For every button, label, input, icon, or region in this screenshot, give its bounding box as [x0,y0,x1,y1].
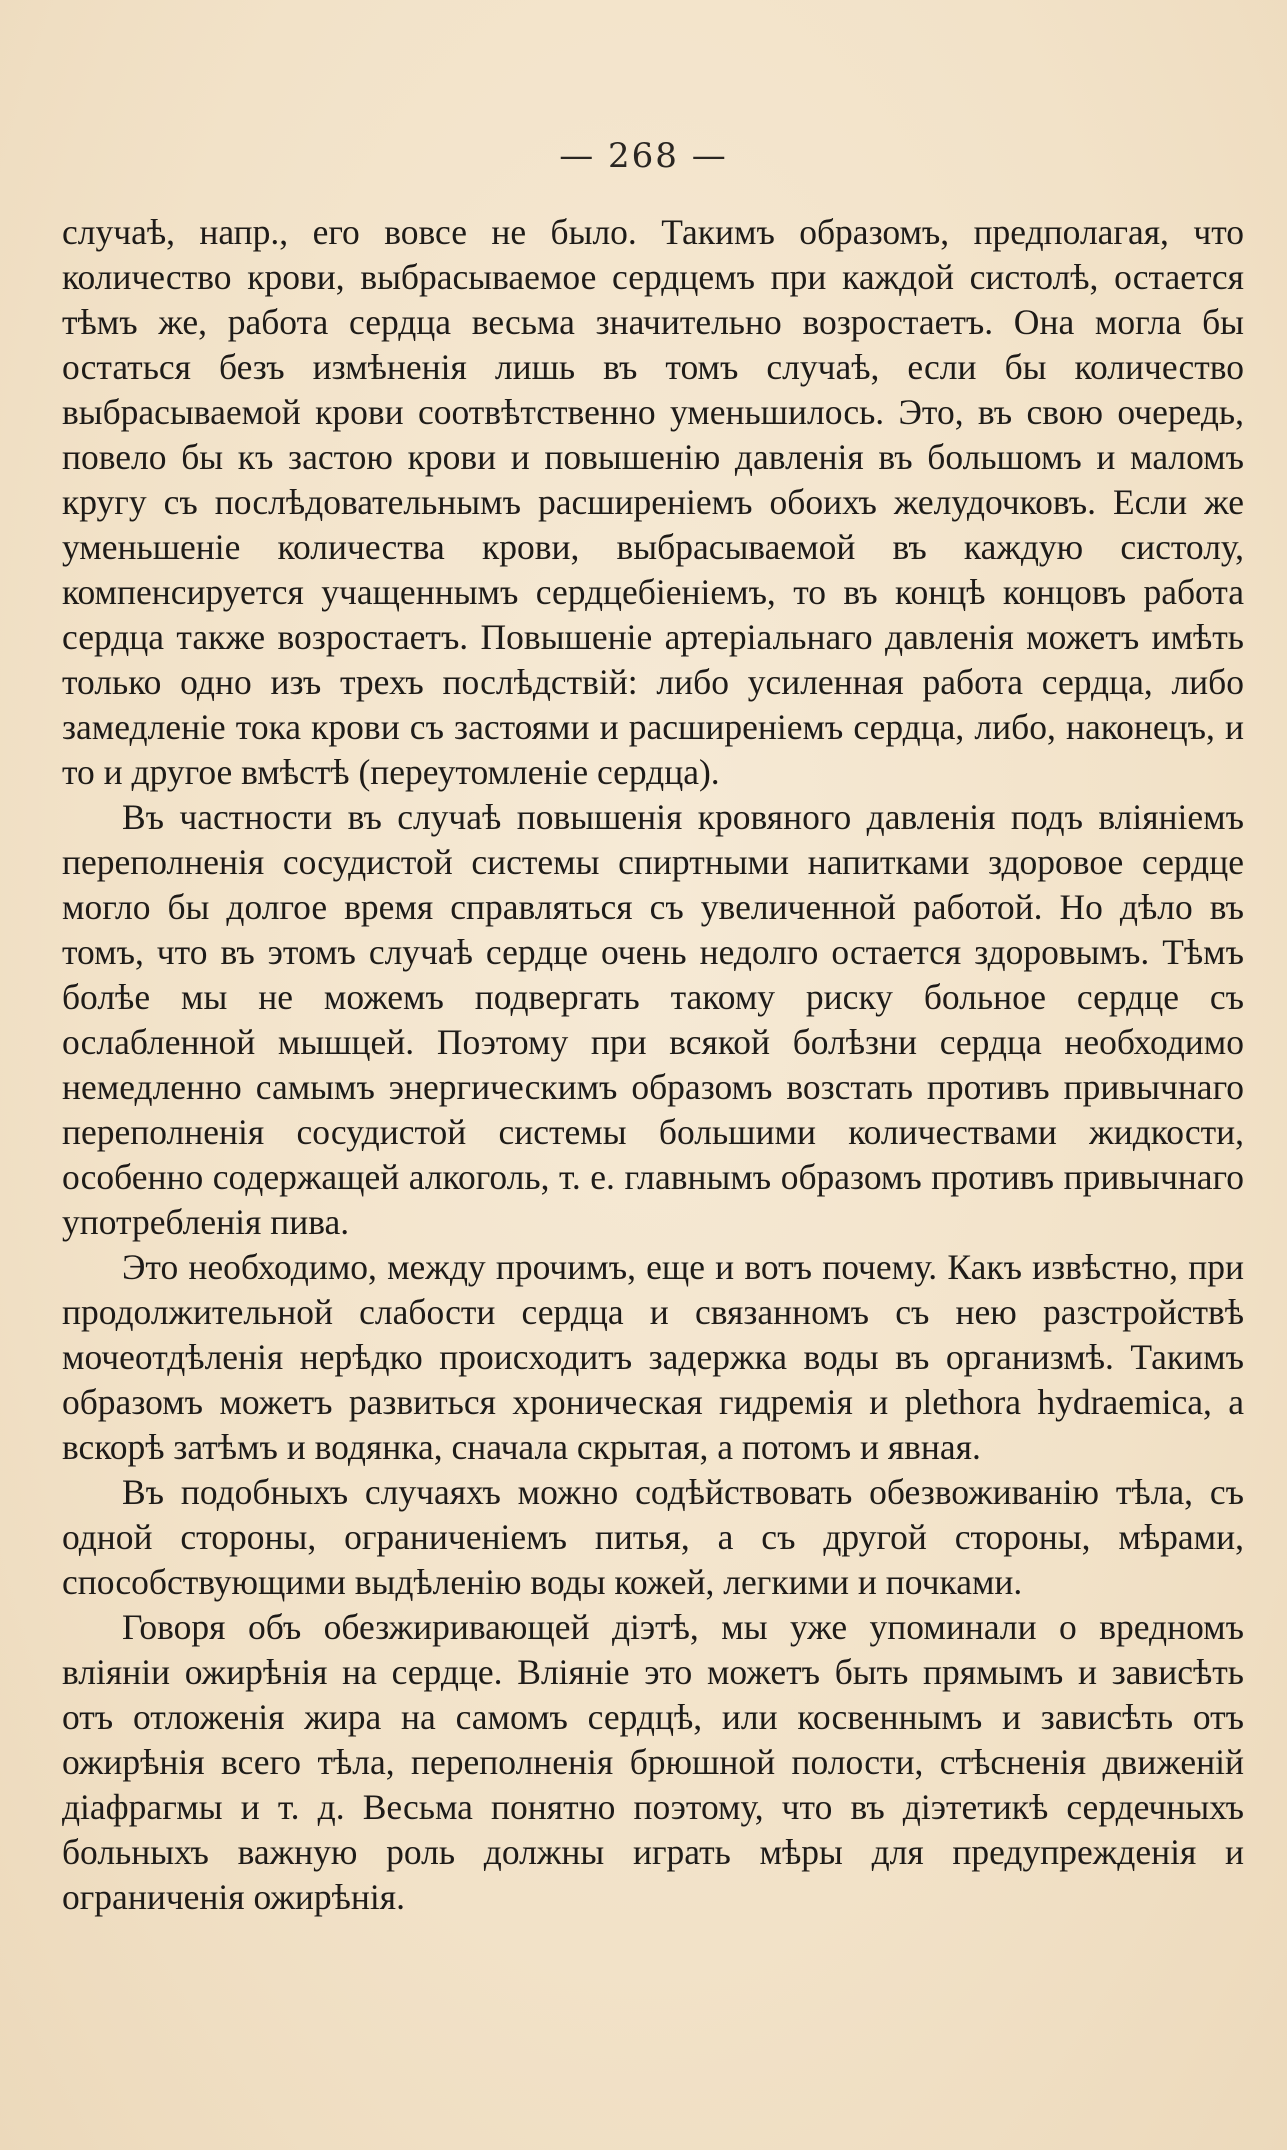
page-number: — 268 — [559,136,728,176]
paragraph-1: случаѣ, напр., его вовсе не было. Такимъ образомъ, предполагая, что количество крови, выбрасываемое сердцемъ при каждой систолѣ, остается тѣмъ же, работа сердца весьма значительно возростаетъ. Она могла бы остаться безъ измѣненія лишь въ томъ случаѣ, если бы количество выбрасываемой крови соотвѣтственно уменьшилось. Это, въ свою очередь, повело бы къ застою крови и повышенію давленія въ большомъ и маломъ кругу съ послѣдовательнымъ расширеніемъ обоихъ желудочковъ. Если же уменьшеніе количества крови, выбрасываемой въ каждую систолу, компенсируется учащеннымъ сердцебіеніемъ, то въ концѣ концовъ работа сердца также возростаетъ. Повышеніе артеріальнаго давленія можетъ имѣть только одно изъ трехъ послѣдствій: либо усиленная работа сердца, либо замедленіе тока крови съ застоями и расширеніемъ сердца, либо, наконецъ, и то и другое вмѣстѣ (переутомленіе сердца). [62,212,1244,792]
body-text [62,210,1244,1920]
paragraph-5: Говоря объ обезжиривающей діэтѣ, мы уже упоминали о вредномъ вліяніи ожирѣнія на сердце. Вліяніе это можетъ быть прямымъ и зависѣть отъ отложенія жира на самомъ сердцѣ, или косвеннымъ и зависѣть отъ ожирѣнія всего тѣла, переполненія брюшной полости, стѣсненія движеній діафрагмы и т. д. Весьма понятно поэтому, что въ діэтетикѣ сердечныхъ больныхъ важную роль должны играть мѣры для предупрежденія и ограниченія ожирѣнія. [62,1607,1244,1917]
paragraph-4: Въ подобныхъ случаяхъ можно содѣйствовать обезвоживанію тѣла, съ одной стороны, ограниченіемъ питья, а съ другой стороны, мѣрами, способствующими выдѣленію воды кожей, легкими и почками. [62,1472,1244,1602]
paragraph-2: Въ частности въ случаѣ повышенія кровяного давленія подъ вліяніемъ переполненія сосудистой системы спиртными напитками здоровое сердце могло бы долгое время справляться съ увеличенной работой. Но дѣло въ томъ, что въ этомъ случаѣ сердце очень недолго остается здоровымъ. Тѣмъ болѣе мы не можемъ подвергать такому риску больное сердце съ ослабленной мышцей. Поэтому при всякой болѣзни сердца необходимо немедленно самымъ энергическимъ образомъ возстать противъ привычнаго переполненія сосудистой системы большими количествами жидкости, особенно содержащей алкоголь, т. е. главнымъ образомъ противъ привычнаго употребленія пива. [62,797,1244,1242]
paragraph-3: Это необходимо, между прочимъ, еще и вотъ почему. Какъ извѣстно, при продолжительной слабости сердца и связанномъ съ нею разстройствѣ мочеотдѣленія нерѣдко происходитъ задержка воды въ организмѣ. Такимъ образомъ можетъ развиться хроническая гидремія и plethora hydraemica, а вскорѣ затѣмъ и водянка, сначала скрытая, а потомъ и явная. [62,1247,1244,1467]
